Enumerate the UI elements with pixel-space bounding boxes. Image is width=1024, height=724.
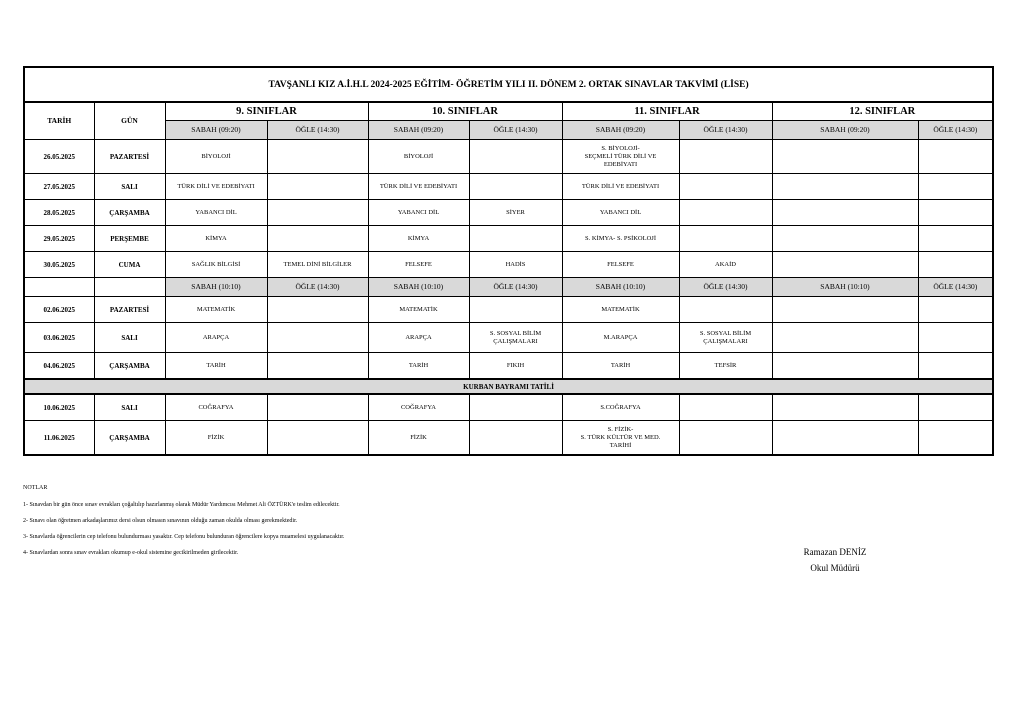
exam-cell: TÜRK DİLİ VE EDEBİYATI <box>562 174 679 200</box>
slot-morning: SABAH (10:10) <box>562 278 679 297</box>
row-date: 04.06.2025 <box>24 353 94 380</box>
row-day: PERŞEMBE <box>94 226 165 252</box>
exam-cell <box>918 394 993 421</box>
exam-cell: YABANCI DİL <box>562 200 679 226</box>
exam-cell <box>267 297 368 323</box>
row-day: ÇARŞAMBA <box>94 200 165 226</box>
grade-10-header: 10. SINIFLAR <box>368 102 562 121</box>
exam-cell: COĞRAFYA <box>368 394 469 421</box>
exam-cell <box>679 421 772 456</box>
empty-cell <box>24 278 94 297</box>
slot-noon: ÖĞLE (14:30) <box>918 278 993 297</box>
exam-cell: FELSEFE <box>562 252 679 278</box>
exam-cell: TEMEL DİNİ BİLGİLER <box>267 252 368 278</box>
exam-cell <box>772 421 918 456</box>
exam-cell: MATEMATİK <box>368 297 469 323</box>
row-date: 29.05.2025 <box>24 226 94 252</box>
row-date: 28.05.2025 <box>24 200 94 226</box>
exam-cell: S. KİMYA- S. PSİKOLOJİ <box>562 226 679 252</box>
exam-cell <box>918 174 993 200</box>
row-date: 03.06.2025 <box>24 323 94 353</box>
exam-schedule-sheet <box>23 66 992 456</box>
exam-cell <box>918 226 993 252</box>
exam-cell: COĞRAFYA <box>165 394 267 421</box>
exam-schedule-table <box>23 66 994 456</box>
exam-cell <box>679 297 772 323</box>
exam-cell <box>772 200 918 226</box>
row-day: CUMA <box>94 252 165 278</box>
exam-cell: YABANCI DİL <box>368 200 469 226</box>
exam-cell <box>772 323 918 353</box>
grade-9-header: 9. SINIFLAR <box>165 102 368 121</box>
row-date: 26.05.2025 <box>24 140 94 174</box>
exam-cell: YABANCI DİL <box>165 200 267 226</box>
grade-12-header: 12. SINIFLAR <box>772 102 993 121</box>
slot-morning: SABAH (10:10) <box>165 278 267 297</box>
row-day: ÇARŞAMBA <box>94 353 165 380</box>
exam-cell <box>267 394 368 421</box>
slot-morning: SABAH (09:20) <box>562 121 679 140</box>
slot-noon: ÖĞLE (14:30) <box>679 121 772 140</box>
exam-cell: KİMYA <box>165 226 267 252</box>
holiday-label: KURBAN BAYRAMI TATİLİ <box>24 379 993 394</box>
principal-name: Ramazan DENİZ <box>803 547 867 557</box>
exam-cell: FIKIH <box>469 353 562 380</box>
exam-cell <box>918 353 993 380</box>
exam-cell <box>469 226 562 252</box>
date-header: TARİH <box>24 102 94 140</box>
exam-cell <box>469 394 562 421</box>
exam-cell <box>918 323 993 353</box>
row-day: PAZARTESİ <box>94 297 165 323</box>
exam-cell <box>772 297 918 323</box>
slot-morning: SABAH (09:20) <box>165 121 267 140</box>
row-day: PAZARTESİ <box>94 140 165 174</box>
schedule-row <box>24 140 993 174</box>
day-header: GÜN <box>94 102 165 140</box>
exam-cell: AKAİD <box>679 252 772 278</box>
exam-cell <box>772 252 918 278</box>
exam-cell <box>772 353 918 380</box>
exam-cell <box>469 174 562 200</box>
schedule-row <box>24 297 993 323</box>
row-date: 27.05.2025 <box>24 174 94 200</box>
slot-morning: SABAH (10:10) <box>772 278 918 297</box>
exam-cell: KİMYA <box>368 226 469 252</box>
exam-cell <box>469 421 562 456</box>
exam-cell <box>679 394 772 421</box>
exam-cell <box>267 174 368 200</box>
exam-cell <box>267 353 368 380</box>
exam-cell <box>469 297 562 323</box>
exam-cell: S. FİZİK- S. TÜRK KÜLTÜR VE MED. TARİHİ <box>562 421 679 456</box>
exam-cell: TARİH <box>562 353 679 380</box>
holiday-row <box>24 379 993 394</box>
exam-cell <box>772 394 918 421</box>
exam-cell <box>918 140 993 174</box>
exam-cell: MATEMATİK <box>562 297 679 323</box>
exam-cell: TARİH <box>165 353 267 380</box>
exam-cell: FİZİK <box>368 421 469 456</box>
exam-cell <box>679 174 772 200</box>
row-day: ÇARŞAMBA <box>94 421 165 456</box>
schedule-row <box>24 226 993 252</box>
schedule-row <box>24 353 993 380</box>
exam-cell <box>679 200 772 226</box>
row-day: SALI <box>94 394 165 421</box>
exam-cell <box>772 140 918 174</box>
slot-noon: ÖĞLE (14:30) <box>469 278 562 297</box>
exam-cell <box>267 421 368 456</box>
note-item: 2- Sınavı olan öğretmen arkadaşlarımız dersi olsun olmasın sınavının olduğu zaman okulda olması gerekmektedir. <box>23 518 298 524</box>
slot-noon: ÖĞLE (14:30) <box>679 278 772 297</box>
slot-noon: ÖĞLE (14:30) <box>918 121 993 140</box>
exam-cell: S. SOSYAL BİLİM ÇALIŞMALARI <box>469 323 562 353</box>
notes-section <box>23 484 344 565</box>
empty-cell <box>94 278 165 297</box>
slot-noon: ÖĞLE (14:30) <box>267 121 368 140</box>
exam-cell: FİZİK <box>165 421 267 456</box>
exam-cell: ARAPÇA <box>165 323 267 353</box>
slot-noon: ÖĞLE (14:30) <box>469 121 562 140</box>
row-date: 30.05.2025 <box>24 252 94 278</box>
schedule-row <box>24 200 993 226</box>
slot-morning: SABAH (10:10) <box>368 278 469 297</box>
slot-noon: ÖĞLE (14:30) <box>267 278 368 297</box>
row-day: SALI <box>94 174 165 200</box>
exam-cell: BİYOLOJİ <box>165 140 267 174</box>
schedule-row <box>24 421 993 456</box>
exam-cell <box>267 200 368 226</box>
exam-cell: S. BİYOLOJİ- SEÇMELİ TÜRK DİLİ VE EDEBİYATI <box>562 140 679 174</box>
slot-header-row <box>24 278 993 297</box>
note-item: 1- Sınavdan bir gün önce sınav evrakları çoğaltılıp hazırlanmış olarak Müdür Yardımcısı Mehmet Ali ÖZTÜRK'e teslim edilecektir. <box>23 502 340 508</box>
slot-morning: SABAH (09:20) <box>368 121 469 140</box>
exam-cell <box>679 140 772 174</box>
slot-morning: SABAH (09:20) <box>772 121 918 140</box>
exam-cell: BİYOLOJİ <box>368 140 469 174</box>
row-date: 11.06.2025 <box>24 421 94 456</box>
exam-cell <box>267 140 368 174</box>
exam-cell: MATEMATİK <box>165 297 267 323</box>
exam-cell: ARAPÇA <box>368 323 469 353</box>
exam-cell <box>267 323 368 353</box>
exam-cell <box>772 226 918 252</box>
exam-cell: S.COĞRAFYA <box>562 394 679 421</box>
exam-cell: TÜRK DİLİ VE EDEBİYATI <box>368 174 469 200</box>
grade-11-header: 11. SINIFLAR <box>562 102 772 121</box>
notes-title: NOTLAR <box>23 485 48 491</box>
schedule-row <box>24 323 993 353</box>
exam-cell: SAĞLIK BİLGİSİ <box>165 252 267 278</box>
exam-cell <box>679 226 772 252</box>
schedule-title: TAVŞANLI KIZ A.İ.H.L 2024-2025 EĞİTİM- ÖĞRETİM YILI II. DÖNEM 2. ORTAK SINAVLAR TAKVİMİ (LİSE) <box>24 67 993 102</box>
exam-cell: M.ARAPÇA <box>562 323 679 353</box>
exam-cell: TÜRK DİLİ VE EDEBİYATI <box>165 174 267 200</box>
exam-cell: FELSEFE <box>368 252 469 278</box>
exam-cell <box>918 421 993 456</box>
row-day: SALI <box>94 323 165 353</box>
schedule-row <box>24 252 993 278</box>
exam-cell: TEFSİR <box>679 353 772 380</box>
schedule-row <box>24 174 993 200</box>
exam-cell <box>918 200 993 226</box>
exam-cell: S. SOSYAL BİLİM ÇALIŞMALARI <box>679 323 772 353</box>
row-date: 10.06.2025 <box>24 394 94 421</box>
exam-cell <box>267 226 368 252</box>
principal-title: Okul Müdürü <box>810 563 860 573</box>
row-date: 02.06.2025 <box>24 297 94 323</box>
exam-cell <box>469 140 562 174</box>
exam-cell: TARİH <box>368 353 469 380</box>
exam-cell: HADİS <box>469 252 562 278</box>
signature-block <box>780 544 890 576</box>
exam-cell <box>918 252 993 278</box>
exam-cell: SİYER <box>469 200 562 226</box>
exam-cell <box>772 174 918 200</box>
note-item: 3- Sınavlarda öğrencilerin cep telefonu bulundurması yasaktır. Cep telefonu bulunduran öğrencilere kopya muamelesi uygulanacaktır. <box>23 534 345 540</box>
schedule-row <box>24 394 993 421</box>
exam-cell <box>918 297 993 323</box>
note-item: 4- Sınavlardan sonra sınav evrakları okumup e-okul sistemine gecikirilmeden girilecektir. <box>23 550 239 556</box>
